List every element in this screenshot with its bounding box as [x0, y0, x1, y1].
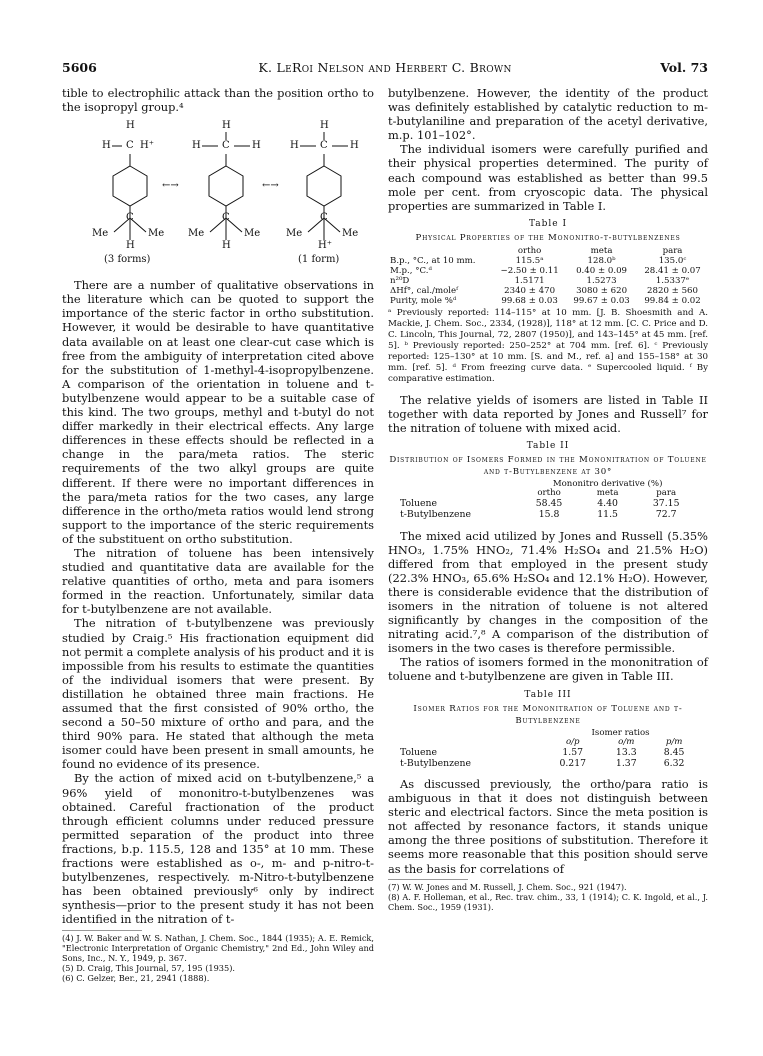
- left-column: [62, 86, 374, 984]
- table-2: [398, 480, 698, 520]
- atom-h: H: [102, 140, 111, 152]
- table-cell: 3080 ± 620: [576, 285, 628, 296]
- table-cell: 1.5171: [514, 275, 545, 286]
- table-cell: 115.5ᵃ: [515, 255, 544, 266]
- table-cell: 2340 ± 470: [504, 285, 556, 296]
- table-cell: ΔHf°, cal./moleᶠ: [390, 285, 459, 296]
- table-cell: 58.45: [535, 498, 563, 510]
- methyl-group: Me: [244, 228, 261, 240]
- atom-c: C: [320, 140, 328, 152]
- running-header: [62, 60, 708, 76]
- methyl-group: Me: [188, 228, 205, 240]
- table-3-group-header: Isomer ratios: [591, 727, 650, 738]
- table-cell: t-Butylbenzene: [400, 509, 471, 521]
- atom-c: C: [126, 140, 134, 152]
- table-3-group-row: [398, 729, 698, 738]
- table-1-caption: Table I: [528, 218, 568, 229]
- atom-h: H: [192, 140, 201, 152]
- atom-h-plus: H⁺: [140, 140, 154, 152]
- table-row: [398, 509, 698, 520]
- right-paragraph-4: The ratios of isomers formed in the mononitration of toluene and t-butylbenzene are given in Table III.: [388, 655, 708, 684]
- atom-c: C: [126, 212, 134, 224]
- page-number: 5606: [62, 60, 97, 75]
- table-cell: 6.32: [663, 757, 685, 769]
- right-paragraph-3: The mixed acid utilized by Jones and Russell (5.35% HNO₃, 1.75% HNO₂, 71.4% H₂SO₄ and 21.5% H₂O) differed from that employed in the present study (22.3% HNO₃, 65.6% H₂SO₄ and 12.1% H₂O). However, there is considerable evidence that the distribution of isomers in the nitration of toluene is not altered significantly by changes in the composition of the nitrating acid.⁷,⁸ A comparison of the distribution of isomers in the two cases is therefore permissible.: [388, 528, 708, 656]
- table-1-notes: ᵃ Previously reported: 114–115° at 10 mm. [J. B. Shoesmith and A. Mackie, J. Chem. Soc., 2334, (1928)], 118° at 12 mm. [C. C. Price and D. C. Lincoln, This Journal, 72, 2807 (1950)], and 143–145° at 45 mm. [ref. 5]. ᵇ Previously reported: 250–252° at 704 mm. [ref. 6]. ᶜ Previously reported: 125–130° at 10 mm. [S. and M., ref. a] and 155–158° at 30 mm. [ref. 5]. ᵈ From freezing curve data. ᵉ Supercooled liquid. ᶠ By comparative estimation.: [388, 307, 708, 384]
- right-paragraph-1: The individual isomers were carefully purified and their physical properties determined. The purity of each compound was established as better than 99.5 mole per cent. from cryoscopic data. The physical properties are summarized in Table I.: [388, 142, 708, 213]
- table-cell: Toluene: [400, 498, 438, 510]
- footnote-7: (7) W. W. Jones and M. Russell, J. Chem. Soc., 921 (1947).: [388, 881, 627, 892]
- structure-label-1-form: (1 form): [298, 254, 340, 266]
- table-row: [388, 276, 708, 286]
- table-cell: −2.50 ± 0.11: [500, 265, 559, 276]
- table-cell: 128.0ᵇ: [587, 255, 616, 266]
- table-cell: Toluene: [400, 746, 438, 758]
- table-2-caption: Table II: [526, 441, 570, 452]
- table-cell: 1.37: [615, 757, 637, 769]
- table-row: [398, 498, 698, 509]
- table-3-title: Isomer Ratios for the Mononitration of Toluene and t-Butylbenzene: [413, 703, 683, 726]
- table-3-caption: Table III: [524, 689, 572, 700]
- table-cell: 99.68 ± 0.03: [501, 295, 558, 306]
- footnote-8: (8) A. F. Holleman, et al., Rec. trav. chim., 33, 1 (1914); C. K. Ingold, et al., J. Chem. Soc., 1959 (1931).: [388, 891, 708, 913]
- table-3-header-row: [398, 738, 698, 747]
- table-3-col-header: o/p: [565, 736, 580, 747]
- right-paragraph-0: butylbenzene. However, the identity of the product was definitely established by catalytic reduction to m-t-butylaniline and preparation of the acetyl derivative, m.p. 101–102°.: [388, 86, 708, 143]
- atom-c: C: [320, 212, 328, 224]
- table-cell: 37.15: [652, 498, 680, 510]
- footnote-6: (6) C. Gelzer, Ber., 21, 2941 (1888).: [62, 973, 210, 984]
- table-cell: 0.217: [559, 757, 587, 769]
- table-cell: 28.41 ± 0.07: [644, 265, 701, 276]
- left-paragraph-1: There are a number of qualitative observations in the literature which can be quoted to support the importance of the steric factor in ortho substitution. However, it would be desirable to have quantitative data available on at least one clear-cut case which is free from the ambiguity of interpretation cited above for the substitution of 1-methyl-4-isopropylbenzene. A comparison of the orientation in toluene and t-butylbenzene would appear to be a suitable case of this kind. The two groups, methyl and t-butyl do not differ markedly in their electrical effects. Any large differences in these effects should be reflected in a change in the para/meta ratios. The steric requirements of the two alkyl groups are quite different. If there were no important differences in the para/meta ratios for the two cases, any large difference in the ortho/meta ratios would lend strong support to the importance of the steric requirements of the substituent on ortho substitution.: [62, 278, 374, 546]
- left-paragraph-2: The nitration of toluene has been intensively studied and quantitative data are available for the relative quantities of ortho, meta and para isomers formed in the reaction. Unfortunately, similar data for t-butylbenzene are not available.: [62, 545, 374, 617]
- table-3-col-header: o/m: [618, 736, 635, 747]
- table-cell: 1.5337ᵉ: [655, 275, 690, 286]
- table-3-col-header: p/m: [665, 736, 683, 747]
- footnote-5: (5) D. Craig, This Journal, 57, 195 (1935).: [62, 963, 236, 974]
- table-cell: 1.57: [562, 746, 584, 758]
- footnote-rule: [388, 879, 468, 880]
- atom-h: H: [222, 120, 231, 132]
- table-1-title: Physical Properties of the Mononitro-t-butylbenzenes: [415, 232, 681, 243]
- resonance-arrow: ←→: [262, 180, 279, 192]
- atom-c: C: [222, 140, 230, 152]
- table-1-col-header: meta: [590, 245, 613, 256]
- table-2-col-header: meta: [596, 488, 619, 499]
- table-cell: M.p., °C.ᵈ: [390, 265, 432, 276]
- right-paragraph-2: The relative yields of isomers are listed in Table II together with data reported by Jones and Russell⁷ for the nitration of toluene with mixed acid.: [388, 392, 708, 436]
- table-row: [388, 266, 708, 276]
- right-paragraph-5: As discussed previously, the ortho/para ratio is ambiguous in that it does not distinguish between steric and electrical factors. Since the meta position is not affected by resonance factors, it stands unique among the three positions of substitution. Therefore it seems more reasonable that this position should serve as the basis for correlations of: [388, 776, 708, 876]
- table-1-header-row: [388, 246, 708, 256]
- table-row: [388, 296, 708, 306]
- atom-h: H: [350, 140, 359, 152]
- atom-h: H: [126, 240, 135, 252]
- atom-c: C: [222, 212, 230, 224]
- right-column: [388, 86, 708, 912]
- table-cell: 8.45: [663, 746, 685, 758]
- table-2-col-header: ortho: [537, 488, 561, 499]
- volume-number: Vol. 73: [660, 60, 708, 75]
- table-cell: 2820 ± 560: [647, 285, 698, 296]
- left-paragraph-4: By the action of mixed acid on t-butylbenzene,⁵ a 96% yield of mononitro-t-butylbenzenes was obtained. Careful fractionation of the product through efficient columns under reduced pressure permitted separation of the product into three fractions, b.p. 115.5, 128 and 135° at 10 mm. These fractions were established as o-, m- and p-nitro-t-butylbenzenes, respectively. m-Nitro-t-butylbenzene has been obtained previously⁶ only by indirect synthesis—prior to the present study it has not been identified in the nitration of t-: [62, 771, 374, 927]
- methyl-group: Me: [342, 228, 359, 240]
- table-cell: 99.84 ± 0.02: [644, 295, 701, 306]
- table-cell: 13.3: [615, 746, 637, 758]
- table-cell: t-Butylbenzene: [400, 757, 471, 769]
- resonance-structures: [62, 114, 374, 266]
- table-row: [398, 747, 698, 758]
- methyl-group: Me: [286, 228, 303, 240]
- table-2-header-row: [398, 489, 698, 498]
- table-cell: Purity, mole %ᵈ: [390, 295, 457, 306]
- atom-h: H: [252, 140, 261, 152]
- table-1: [388, 246, 708, 306]
- methyl-group: Me: [148, 228, 165, 240]
- left-paragraph-0: tible to electrophilic attack than the position ortho to the isopropyl group.⁴: [62, 86, 374, 115]
- table-cell: 1.5273: [586, 275, 617, 286]
- footnote-rule: [62, 930, 142, 931]
- methyl-group: Me: [92, 228, 109, 240]
- table-cell: 0.40 ± 0.09: [576, 265, 628, 276]
- table-row: [398, 758, 698, 769]
- atom-h: H: [320, 120, 329, 132]
- table-3: [398, 729, 698, 769]
- table-row: [388, 256, 708, 266]
- table-cell: 99.67 ± 0.03: [573, 295, 630, 306]
- table-cell: 135.0ᶜ: [658, 255, 687, 266]
- table-cell: 72.7: [655, 509, 677, 521]
- table-cell: 4.40: [597, 498, 618, 510]
- table-row: [388, 286, 708, 296]
- footnote-4: (4) J. W. Baker and W. S. Nathan, J. Chem. Soc., 1844 (1935); A. E. Remick, "Electronic Interpretation of Organic Chemistry," 2nd Ed., John Wiley and Sons, Inc., N. Y., 1949, p. 367.: [62, 932, 374, 963]
- atom-h: H: [290, 140, 299, 152]
- table-1-col-header: para: [662, 245, 683, 256]
- table-cell: B.p., °C., at 10 mm.: [390, 255, 476, 266]
- table-1-col-header: ortho: [517, 245, 542, 256]
- resonance-arrow: ←→: [162, 180, 179, 192]
- atom-h: H: [126, 120, 135, 132]
- atom-h-plus: H⁺: [318, 240, 332, 252]
- table-cell: 15.8: [538, 509, 560, 521]
- table-cell: n²⁰D: [390, 275, 410, 286]
- table-2-group-header: Mononitro derivative (%): [552, 479, 663, 490]
- atom-h: H: [222, 240, 231, 252]
- header-authors: K. LeRoi Nelson and Herbert C. Brown: [258, 60, 512, 75]
- left-paragraph-3: The nitration of t-butylbenzene was previously studied by Craig.⁵ His fractionation equipment did not permit a complete analysis of his product and it is impossible from his results to estimate the quantities of the individual isomers that were present. By distillation he obtained three main fractions. He assumed that the first consisted of 90% ortho, the second a 50–50 mixture of ortho and para, and the third 90% para. He stated that although the meta isomer could have been present in small amounts, he found no evidence of its presence.: [62, 616, 374, 772]
- table-cell: 11.5: [597, 509, 618, 521]
- structure-label-3-forms: (3 forms): [104, 254, 151, 266]
- table-2-title: Distribution of Isomers Formed in the Mononitration of Toluene and t-Butylbenzene at 30°: [389, 455, 707, 478]
- table-2-col-header: para: [656, 488, 677, 499]
